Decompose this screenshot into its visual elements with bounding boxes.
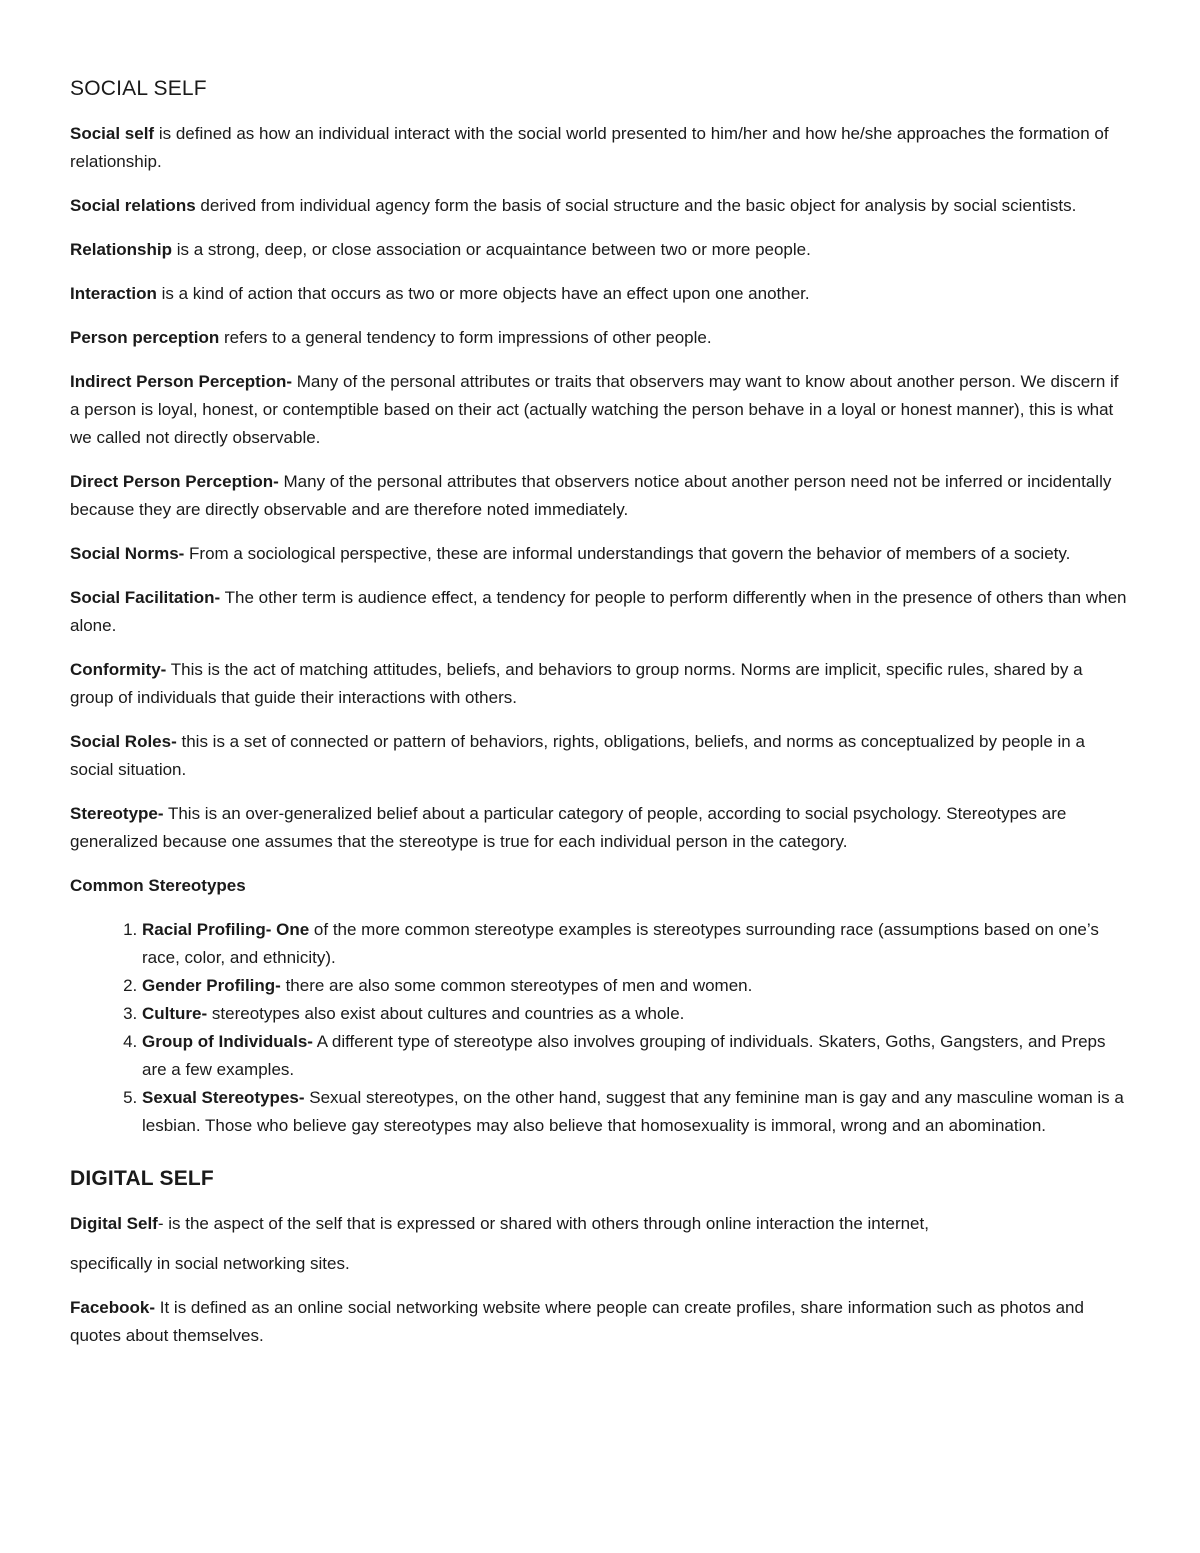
definition-term: Indirect Person Perception-: [70, 372, 292, 391]
definition-paragraph: [70, 540, 1130, 568]
list-item: [142, 916, 1130, 972]
definition-term: Interaction: [70, 284, 157, 303]
definition-paragraph: [70, 192, 1130, 220]
definition-text: This is the act of matching attitudes, beliefs, and behaviors to group norms. Norms are implicit, specific rules, shared by a group of individuals that guide their interactions with others.: [70, 660, 1083, 707]
definition-continuation: specifically in social networking sites.: [70, 1254, 350, 1273]
definition-paragraph: [70, 120, 1130, 176]
definition-term: Facebook-: [70, 1298, 156, 1317]
document-page: [70, 74, 1130, 1366]
definition-term: Direct Person Perception-: [70, 472, 279, 491]
list-item-term: Racial Profiling- One: [142, 920, 310, 939]
definition-term: Social Facilitation-: [70, 588, 221, 607]
definition-text: derived from individual agency form the basis of social structure and the basic object for analysis by social scientists.: [195, 196, 1077, 215]
definition-paragraph: [70, 236, 1130, 264]
definition-paragraph: [70, 1210, 1130, 1238]
definition-paragraph: [70, 368, 1130, 452]
definition-paragraph: [70, 584, 1130, 640]
list-item-term: Culture-: [142, 1004, 208, 1023]
list-item: [142, 972, 1130, 1000]
definition-paragraph: [70, 468, 1130, 524]
stereotypes-list: [70, 916, 1130, 1140]
definition-text: It is defined as an online social networking website where people can create profiles, share information such as photos and quotes about themselves.: [70, 1298, 1084, 1345]
list-item-text: A different type of stereotype also involves grouping of individuals. Skaters, Goths, Gangsters, and Preps are a few examples.: [142, 1032, 1106, 1079]
definition-term: Conformity-: [70, 660, 167, 679]
definition-paragraph: [70, 280, 1130, 308]
definition-paragraph: [70, 656, 1130, 712]
definition-term: Person perception: [70, 328, 220, 347]
definition-text: The other term is audience effect, a tendency for people to perform differently when in the presence of others than when alone.: [70, 588, 1127, 635]
list-item-term: Gender Profiling-: [142, 976, 281, 995]
definition-text: is defined as how an individual interact with the social world presented to him/her and how he/she approaches the formation of relationship.: [70, 124, 1109, 171]
section-title-digital-self: DIGITAL SELF: [70, 1167, 214, 1190]
definition-text: is a strong, deep, or close association or acquaintance between two or more people.: [172, 240, 811, 259]
definitions-list: [70, 120, 1130, 856]
definition-term: Social relations: [70, 196, 196, 215]
definition-term: Social Roles-: [70, 732, 177, 751]
list-item-term: Group of Individuals-: [142, 1032, 313, 1051]
definition-term: Digital Self: [70, 1214, 158, 1233]
list-item-term: Sexual Stereotypes-: [142, 1088, 305, 1107]
list-item-text: stereotypes also exist about cultures and countries as a whole.: [207, 1004, 685, 1023]
common-stereotypes-heading: Common Stereotypes: [70, 876, 246, 895]
definition-text: This is an over-generalized belief about a particular category of people, according to social psychology. Stereotypes are generalized because one assumes that the stereotype is true for each individual person in the category.: [70, 804, 1067, 851]
definition-text: is a kind of action that occurs as two or more objects have an effect upon one another.: [156, 284, 810, 303]
definition-text: From a sociological perspective, these are informal understandings that govern the behavior of members of a society.: [184, 544, 1071, 563]
definition-text: Many of the personal attributes that observers notice about another person need not be inferred or incidentally because they are directly observable and are therefore noted immediately.: [70, 472, 1112, 519]
definition-term: Social Norms-: [70, 544, 185, 563]
list-item-text: Sexual stereotypes, on the other hand, suggest that any feminine man is gay and any masculine woman is a lesbian. Those who believe gay stereotypes may also believe that homosexuality is immoral, wrong and an abomination.: [142, 1088, 1124, 1135]
definition-text: - is the aspect of the self that is expressed or shared with others through online interaction the internet,: [157, 1214, 929, 1233]
list-item-text: there are also some common stereotypes of men and women.: [280, 976, 753, 995]
definition-paragraph: [70, 1294, 1130, 1350]
list-item-text: of the more common stereotype examples is stereotypes surrounding race (assumptions based on one’s race, color, and ethnicity).: [142, 920, 1099, 967]
definition-term: Stereotype-: [70, 804, 164, 823]
definition-paragraph: [70, 728, 1130, 784]
section-title-social-self: SOCIAL SELF: [70, 77, 207, 100]
definition-text: refers to a general tendency to form impressions of other people.: [219, 328, 712, 347]
definition-term: Relationship: [70, 240, 173, 259]
list-item: [142, 1084, 1130, 1140]
list-item: [142, 1000, 1130, 1028]
definition-paragraph: [70, 324, 1130, 352]
definition-text: Many of the personal attributes or traits that observers may want to know about another person. We discern if a person is loyal, honest, or contemptible based on their act (actually watching the person behave in a loyal or honest manner), this is what we called not directly observable.: [70, 372, 1119, 447]
list-item: [142, 1028, 1130, 1084]
definition-term: Social self: [70, 124, 155, 143]
definition-text: this is a set of connected or pattern of behaviors, rights, obligations, beliefs, and norms as conceptualized by people in a social situation.: [70, 732, 1085, 779]
definition-paragraph: [70, 800, 1130, 856]
